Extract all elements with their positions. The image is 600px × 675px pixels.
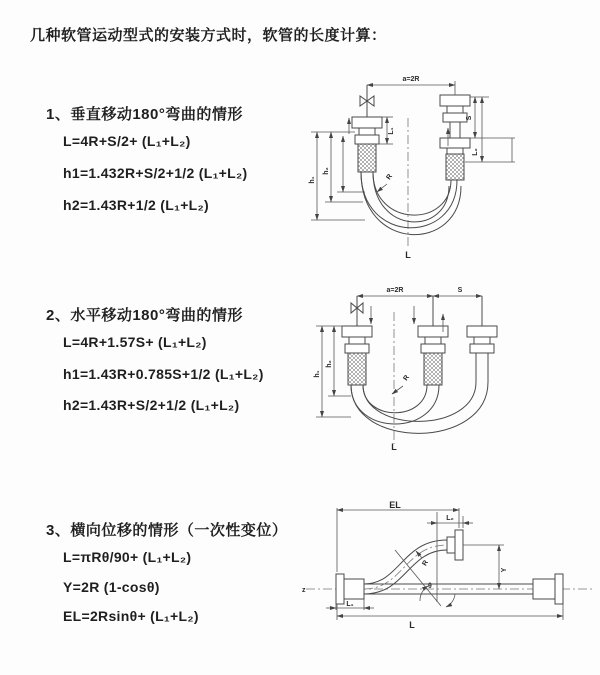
braided-hose-section xyxy=(358,144,376,172)
section-1-formula-h1: h1=1.432R+S/2+1/2 (L₁+L₂) xyxy=(63,165,248,181)
section-2-heading: 2、水平移动180°弯曲的情形 xyxy=(46,307,243,324)
dim-label-h1: h₁ xyxy=(314,370,321,378)
dim-label-l1: L₁ xyxy=(346,601,354,608)
radius-label: R xyxy=(421,559,430,568)
section-2-formula-h1: h1=1.43R+0.785S+1/2 (L₁+L₂) xyxy=(63,366,264,382)
dim-label-h1: h₁ xyxy=(309,176,316,184)
section-2-formula-L: L=4R+1.57S+ (L₁+L₂) xyxy=(63,334,207,350)
diagram-horizontal-180-bend xyxy=(310,282,600,472)
radius-label: R xyxy=(385,173,395,182)
length-label: L xyxy=(391,442,397,452)
length-label: L xyxy=(405,250,411,260)
section-1-heading: 1、垂直移动180°弯曲的情形 xyxy=(46,106,243,123)
dim-label-a2r: a=2R xyxy=(402,76,420,83)
angle-label: θ xyxy=(428,583,432,590)
angle-arrow xyxy=(446,594,455,607)
section-2-formula-h2: h2=1.43R+S/2+1/2 (L₁+L₂) xyxy=(63,397,240,413)
dim-label-y: Y xyxy=(501,567,508,573)
page-title: 几种软管运动型式的安装方式时，软管的长度计算： xyxy=(30,27,387,44)
hose-moved-inner xyxy=(363,382,476,421)
section-3-heading: 3、横向位移的情形（一次性变位） xyxy=(46,522,288,539)
section-3-formula-L: L=πRθ/90+ (L₁+L₂) xyxy=(63,549,192,565)
braided-hose-section xyxy=(348,353,366,385)
braided-hose-section xyxy=(446,154,464,180)
flange xyxy=(336,574,344,604)
hose-inner-wall xyxy=(373,172,449,222)
dim-label-s: S xyxy=(457,287,463,294)
dim-label-l2: L₂ xyxy=(472,148,479,156)
diagram-vertical-180-bend xyxy=(305,68,590,268)
dim-label-a2r: a=2R xyxy=(386,287,404,294)
section-3-formula-Y: Y=2R (1-cosθ) xyxy=(63,579,160,595)
flange xyxy=(555,574,563,604)
diagram-lateral-displacement xyxy=(300,498,600,658)
section-1-formula-L: L=4R+S/2+ (L₁+L₂) xyxy=(63,133,191,149)
hose-top-wall xyxy=(364,540,447,584)
dim-label-s: S xyxy=(466,115,473,121)
length-label: L xyxy=(409,620,415,630)
hose-moved-outer xyxy=(351,382,488,433)
section-3-formula-EL: EL=2Rsinθ+ (L₁+L₂) xyxy=(63,608,199,624)
dim-label-l1: L₁ xyxy=(388,127,395,135)
dim-label-l2: L₂ xyxy=(446,515,454,522)
dim-label-h2: h₂ xyxy=(326,360,333,368)
hose-inner-wall xyxy=(363,385,427,413)
radius-label: R xyxy=(402,374,412,383)
hose-moved-outer xyxy=(361,172,457,228)
break-mark: z xyxy=(302,587,306,594)
flange xyxy=(455,530,463,560)
section-1-formula-h2: h2=1.43R+1/2 (L₁+L₂) xyxy=(63,197,210,213)
dim-label-el: EL xyxy=(389,500,401,510)
dim-label-h2: h₂ xyxy=(323,167,330,175)
braided-hose-section xyxy=(424,353,442,385)
hose-outer-wall xyxy=(361,172,461,235)
